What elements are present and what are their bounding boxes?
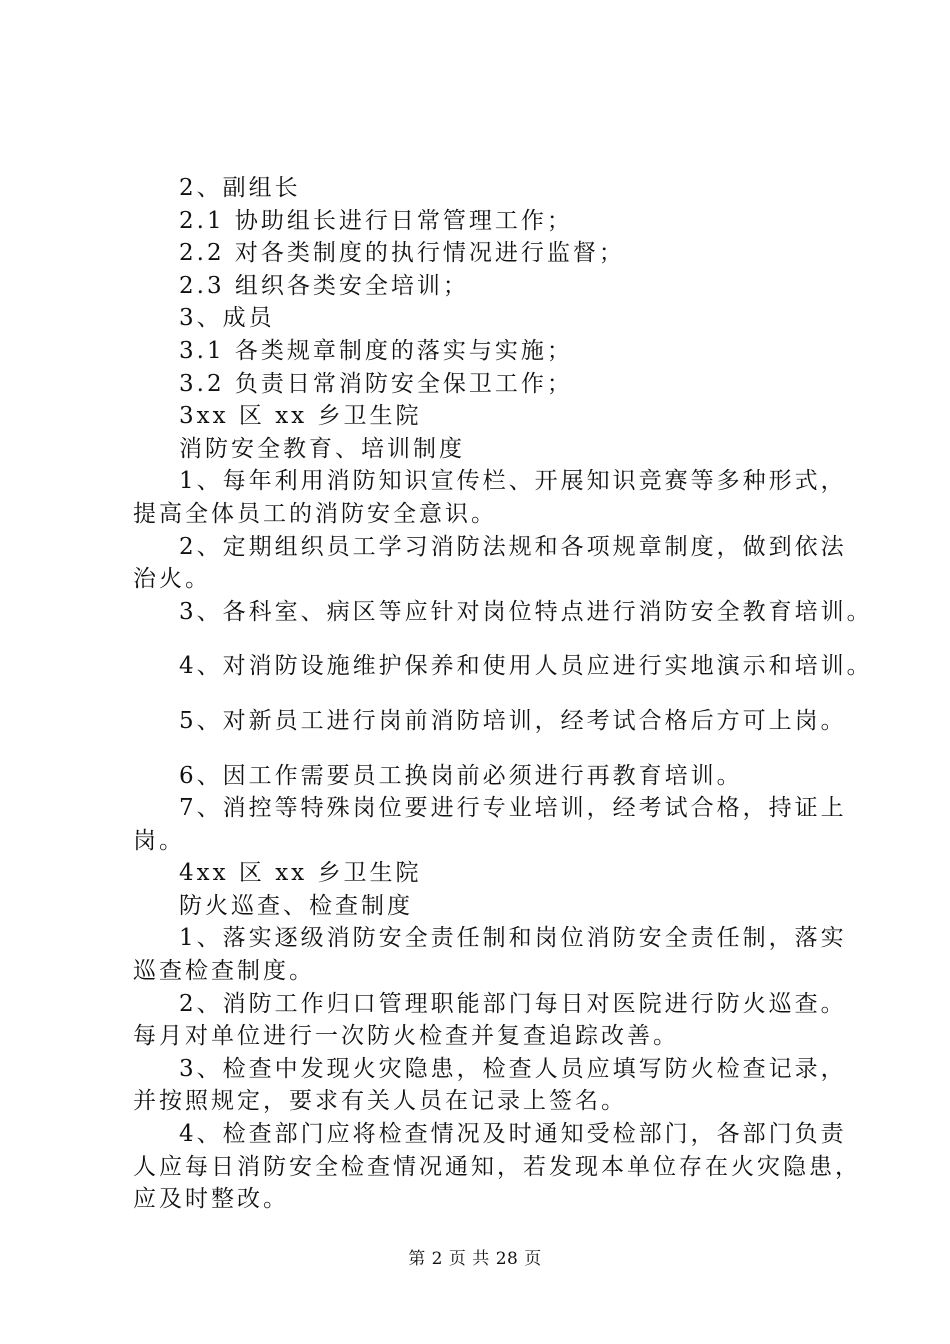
text-line: 3、各科室、病区等应针对岗位特点进行消防安全教育培训。 <box>179 598 873 625</box>
section-title: 防火巡查、检查制度 <box>179 892 413 919</box>
text-line: 4、检查部门应将检查情况及时通知受检部门，各部门负责 <box>179 1121 847 1148</box>
text-line: 2、消防工作归口管理职能部门每日对医院进行防火巡查。 <box>179 990 847 1017</box>
page-footer <box>0 1244 950 1269</box>
text-line: 2.2 对各类制度的执行情况进行监督； <box>179 240 625 267</box>
text-line: 提高全体员工的消防安全意识。 <box>133 500 497 527</box>
text-line: 4、对消防设施维护保养和使用人员应进行实地演示和培训。 <box>179 653 873 680</box>
text-line: 3、成员 <box>179 305 275 332</box>
text-line: 3.2 负责日常消防安全保卫工作； <box>179 370 573 397</box>
text-line: 2.1 协助组长进行日常管理工作； <box>179 207 573 234</box>
paragraph-gap <box>133 683 833 705</box>
text-line: 人应每日消防安全检查情况通知，若发现本单位存在火灾隐患， <box>133 1153 861 1180</box>
text-line: 巡查检查制度。 <box>133 958 315 985</box>
text-line: 并按照规定，要求有关人员在记录上签名。 <box>133 1088 627 1115</box>
text-line: 每月对单位进行一次防火检查并复查追踪改善。 <box>133 1023 679 1050</box>
section-heading: 3xx 区 xx 乡卫生院 <box>179 403 422 430</box>
text-line: 1、每年利用消防知识宣传栏、开展知识竞赛等多种形式， <box>179 468 847 495</box>
text-line: 3.1 各类规章制度的落实与实施； <box>179 337 573 364</box>
text-line: 2、定期组织员工学习消防法规和各项规章制度，做到依法 <box>179 533 847 560</box>
paragraph-gap <box>133 738 833 760</box>
text-line: 1、落实逐级消防安全责任制和岗位消防安全责任制，落实 <box>179 925 847 952</box>
paragraph-gap <box>133 628 833 650</box>
text-line: 3、检查中发现火灾隐患，检查人员应填写防火检查记录， <box>179 1055 847 1082</box>
text-line: 2、副组长 <box>179 175 301 201</box>
text-line: 6、因工作需要员工换岗前必须进行再教育培训。 <box>179 762 743 789</box>
page-number: 第 2 页 共 28 页 <box>408 1249 542 1269</box>
text-line: 岗。 <box>133 827 185 854</box>
section-title: 消防安全教育、培训制度 <box>179 435 465 462</box>
text-line: 2.3 组织各类安全培训； <box>179 272 469 299</box>
text-line: 应及时整改。 <box>133 1186 289 1213</box>
text-line: 5、对新员工进行岗前消防培训，经考试合格后方可上岗。 <box>179 707 847 734</box>
text-line: 7、消控等特殊岗位要进行专业培训，经考试合格，持证上 <box>179 795 847 822</box>
text-line: 治火。 <box>133 566 211 593</box>
document-body <box>133 172 873 1216</box>
section-heading: 4xx 区 xx 乡卫生院 <box>179 860 422 887</box>
